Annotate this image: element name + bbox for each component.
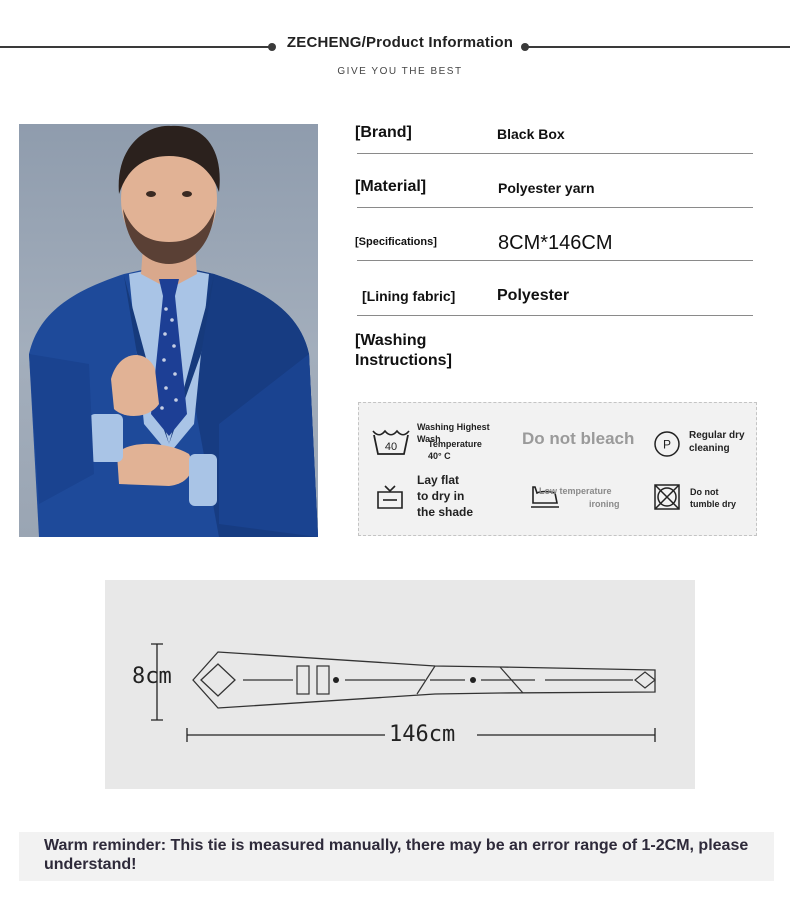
specifications-label: [Specifications] — [355, 236, 437, 248]
do-not-bleach-text: Do not bleach — [522, 429, 635, 448]
no-tumble-dry-icon — [653, 483, 681, 511]
header-line-left — [0, 46, 272, 48]
wash-temp-line2: Wash — [417, 434, 441, 444]
wash-temp-line3: Temperature — [428, 439, 482, 449]
material-label: [Material] — [355, 178, 427, 195]
tumble-line2: tumble dry — [690, 499, 737, 509]
dry-clean-icon — [653, 430, 681, 458]
wash-tub-icon — [371, 427, 411, 457]
specifications-value: 8CM*146CM — [498, 232, 613, 254]
lining-value: Polyester — [497, 287, 570, 304]
dry-clean-letter: P — [662, 437, 672, 452]
divider-specifications — [357, 260, 753, 261]
model-illustration — [19, 124, 318, 537]
brand-label: [Brand] — [355, 124, 412, 141]
warm-reminder-banner — [19, 832, 774, 881]
iron-line2: ironing — [589, 499, 620, 509]
wash-temp-number: 40 — [384, 441, 398, 453]
header-line-right — [525, 46, 790, 48]
width-label: 8cm — [132, 664, 172, 689]
iron-line1: Low temperature — [539, 486, 612, 496]
tumble-line1: Do not — [690, 487, 719, 497]
model-photo — [19, 124, 318, 537]
brand-value: Black Box — [497, 126, 565, 142]
lay-flat-line3: the shade — [417, 505, 474, 519]
dry-clean-line1: Regular dry — [689, 430, 745, 441]
material-value: Polyester yarn — [498, 180, 595, 196]
length-label: 146cm — [389, 722, 456, 747]
wash-temp-line1: Washing Highest — [417, 422, 490, 432]
page-subtitle: GIVE YOU THE BEST — [337, 66, 463, 77]
header-dot-left — [268, 43, 276, 51]
lay-flat-line2: to dry in — [417, 489, 465, 503]
lay-flat-shade-icon — [375, 482, 405, 510]
dry-clean-line2: cleaning — [689, 443, 730, 454]
tie-dimension-diagram — [105, 580, 695, 789]
lining-label: [Lining fabric] — [362, 288, 456, 304]
divider-lining — [357, 315, 753, 316]
wash-temp-line4: 40° C — [428, 451, 451, 461]
page-title: ZECHENG/Product Information — [286, 34, 514, 51]
washing-label-line2: Instructions] — [355, 352, 452, 369]
warm-reminder-text: Warm reminder: This tie is measured manually, there may be an error range of 1-2CM, please understand! — [44, 837, 749, 873]
divider-brand — [357, 153, 753, 154]
washing-instructions-panel — [358, 402, 757, 536]
washing-label-line1: [Washing — [355, 332, 427, 349]
tie-outline-drawing — [105, 580, 695, 789]
lay-flat-line1: Lay flat — [417, 473, 460, 487]
divider-material — [357, 207, 753, 208]
